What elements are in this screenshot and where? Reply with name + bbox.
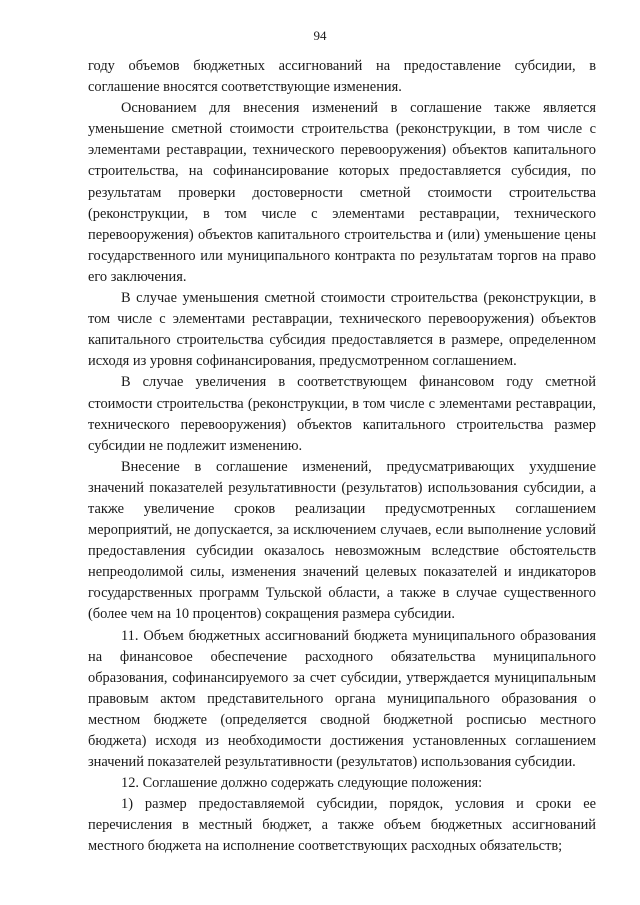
- paragraph: 1) размер предоставляемой субсидии, порядок, условия и сроки ее перечисления в местный бюджет, а также объем бюджетных ассигнований местного бюджета на исполнение соответствующих расходных обязательств;: [88, 796, 596, 855]
- paragraph: 11. Объем бюджетных ассигнований бюджета муниципального образования на финансовое обеспечение расходного обязательства муниципального образования, софинансируемого за счет субсидии, утверждается муниципальным правовым актом представительного органа муниципального образования о местном бюджете (определяется сводной бюджетной росписью местного бюджета) исходя из необходимости достижения установленных соглашением значений показателей результативности (результатов) использования субсидии.: [88, 627, 596, 771]
- page-number: 94: [313, 28, 327, 43]
- paragraph: Основанием для внесения изменений в соглашение также является уменьшение сметной стоимости строительства (реконструкции, в том числе с элементами реставрации, технического перевооружения) объектов капитального строительства, на софинансирование которых предоставляется субсидия, по результатам проверки достоверности сметной стоимости строительства (реконструкции, в том числе с элементами реставрации, технического перевооружения) объектов капитального строительства и (или) уменьшение цены государственного или муниципального контракта по результатам торгов на право его заключения.: [88, 100, 596, 285]
- document-body: [88, 56, 596, 858]
- paragraph: году объемов бюджетных ассигнований на предоставление субсидии, в соглашение вносятся соответствующие изменения.: [88, 58, 596, 96]
- paragraph: Внесение в соглашение изменений, предусматривающих ухудшение значений показателей результативности (результатов) использования субсидии, а также увеличение сроков реализации предусмотренных соглашением мероприятий, не допускается, за исключением случаев, если выполнение условий предоставления субсидии оказалось невозможным вследствие обстоятельств непреодолимой силы, изменения значений целевых показателей и индикаторов государственных программ Тульской области, а также в случае существенного (более чем на 10 процентов) сокращения размера субсидии.: [88, 458, 596, 623]
- paragraph: 12. Соглашение должно содержать следующие положения:: [121, 775, 483, 792]
- paragraph: В случае уменьшения сметной стоимости строительства (реконструкции, в том числе с элементами реставрации, технического перевооружения) объектов капитального строительства субсидия предоставляется в размере, определенном исходя из уровня софинансирования, предусмотренном соглашением.: [88, 290, 596, 370]
- paragraph: В случае увеличения в соответствующем финансовом году сметной стоимости строительства (реконструкции, в том числе с элементами реставрации, технического перевооружения) объектов капитального строительства размер субсидии не подлежит изменению.: [88, 374, 596, 454]
